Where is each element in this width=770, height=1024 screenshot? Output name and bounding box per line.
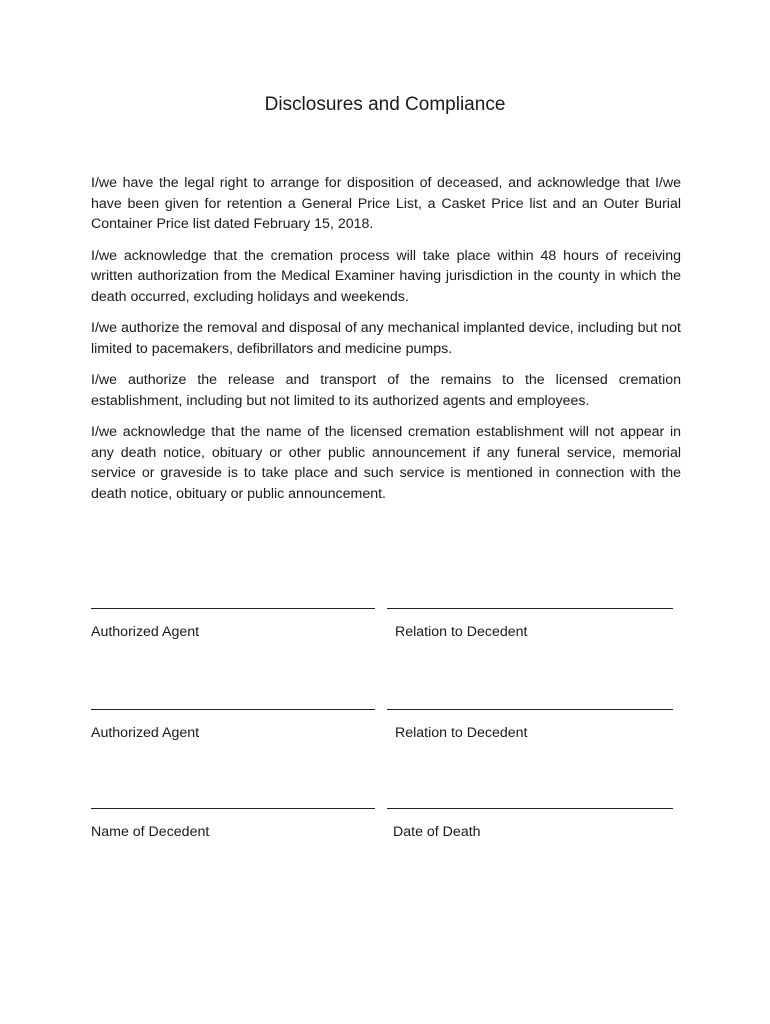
label-date-of-death: Date of Death: [393, 824, 481, 840]
signature-row-3: [91, 808, 681, 842]
signature-line-decedent-name[interactable]: [91, 808, 375, 809]
signature-labels: [91, 622, 681, 642]
signature-line-date-of-death[interactable]: [387, 808, 673, 809]
document-body: [91, 173, 681, 515]
signature-labels: [91, 723, 681, 743]
paragraph-cremation-timing: I/we acknowledge that the cremation process will take place within 48 hours of receiving written authorization from the Medical Examiner having jurisdiction in the county in which the death occurred, excluding holidays and weekends.: [91, 247, 681, 305]
signature-line-relation-2[interactable]: [387, 709, 673, 710]
signature-lines: [91, 608, 681, 622]
paragraph-release-transport: I/we authorize the release and transport of the remains to the licensed cremation establishment, including but not limited to its authorized agents and employees.: [91, 372, 681, 409]
signature-line-authorized-agent-1[interactable]: [91, 608, 375, 609]
signature-labels: [91, 822, 681, 842]
document-title: Disclosures and Compliance: [264, 94, 506, 115]
signature-line-authorized-agent-2[interactable]: [91, 709, 375, 710]
signature-row-1: [91, 608, 681, 642]
paragraph-device-removal: I/we authorize the removal and disposal of any mechanical implanted device, including but not limited to pacemakers, defibrillators and medicine pumps.: [91, 320, 681, 357]
label-relation-2: Relation to Decedent: [395, 725, 528, 741]
label-authorized-agent-2: Authorized Agent: [91, 725, 200, 741]
signature-row-2: [91, 709, 681, 743]
label-authorized-agent-1: Authorized Agent: [91, 624, 200, 640]
signature-line-relation-1[interactable]: [387, 608, 673, 609]
signature-lines: [91, 709, 681, 723]
paragraph-legal-right: I/we have the legal right to arrange for disposition of deceased, and acknowledge that I/we have been given for retention a General Price List, a Casket Price list and an Outer Burial Container Price list dated February 15, 2018.: [91, 175, 681, 232]
label-name-of-decedent: Name of Decedent: [91, 824, 210, 840]
signature-lines: [91, 808, 681, 822]
paragraph-name-disclosure: I/we acknowledge that the name of the licensed cremation establishment will not appear in any death notice, obituary or other public announcement if any funeral service, memorial service or graveside is to take place and such service is mentioned in connection with the death notice, obituary or public announcement.: [91, 424, 681, 502]
label-relation-1: Relation to Decedent: [395, 624, 528, 640]
